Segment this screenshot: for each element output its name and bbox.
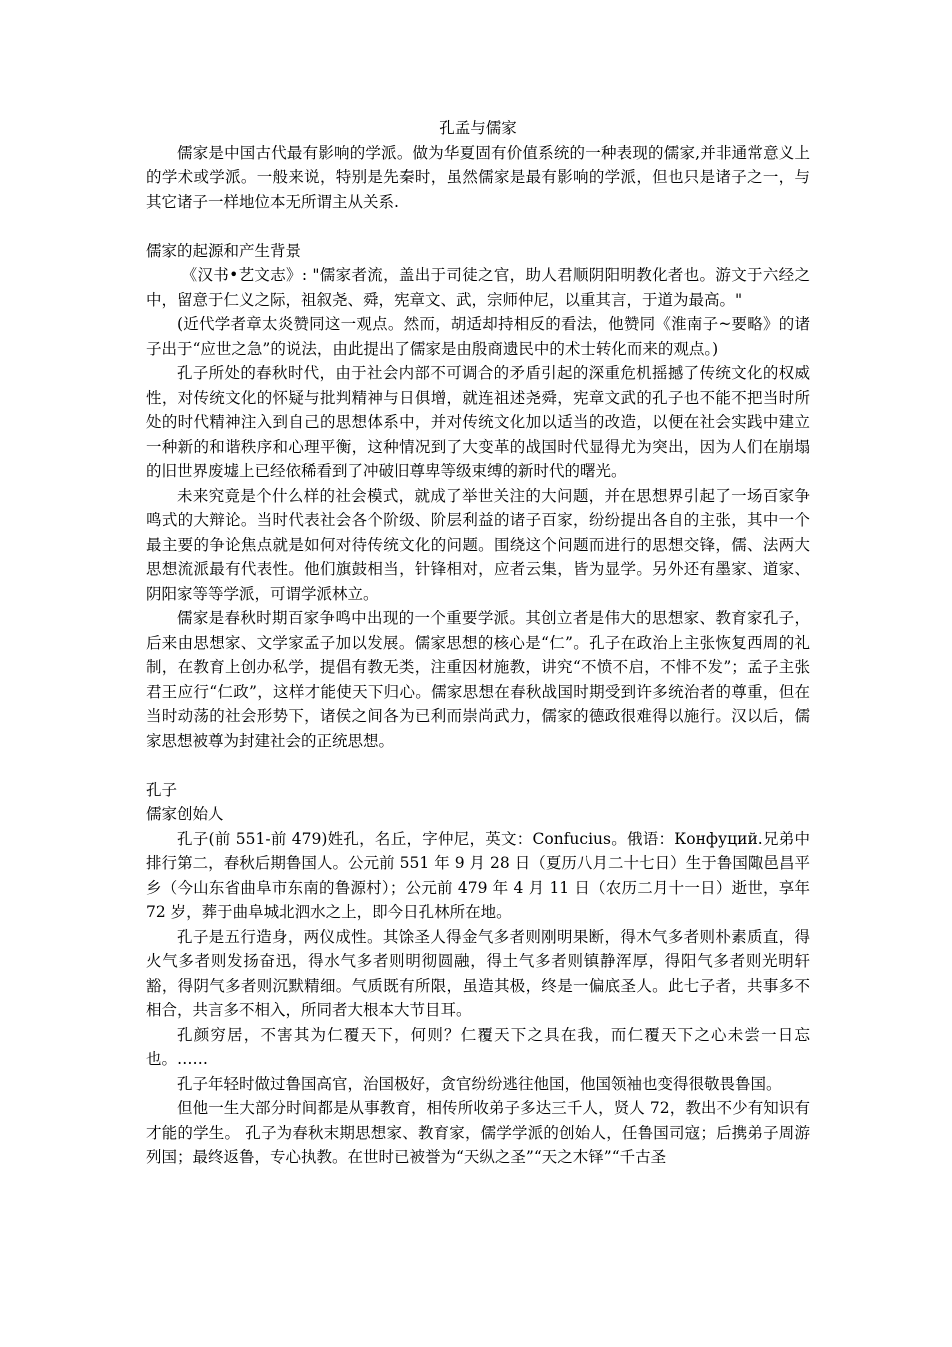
paragraph: 孔颜穷居，不害其为仁覆天下，何则？仁覆天下之具在我，而仁覆天下之心未尝一日忘也。…… (146, 1025, 810, 1068)
intro-paragraph: 儒家是中国古代最有影响的学派。做为华夏固有价值系统的一种表现的儒家,并非通常意义上的学术或学派。一般来说，特别是先秦时，虽然儒家是最有影响的学派，但也只是诸子之一，与其它诸子一样地位本无所谓主从关系. (146, 143, 810, 211)
document-title: 孔孟与儒家 (439, 119, 517, 137)
paragraph: 孔子所处的春秋时代，由于社会内部不可调合的矛盾引起的深重危机摇撼了传统文化的权威性，对传统文化的怀疑与批判精神与日俱增，就连祖述尧舜，宪章文武的孔子也不能不把当时所处的时代精神注入到自己的思想体系中，并对传统文化加以适当的改造，以便在社会实践中建立一种新的和谐秩序和心理平衡，这种情况到了大变革的战国时代显得尤为突出，因为人们在崩塌的旧世界废墟上已经依稀看到了冲破旧尊卑等级束缚的新时代的曙光。 (146, 364, 810, 480)
paragraph: 孔子是五行造身，两仪成性。其馀圣人得金气多者则刚明果断，得木气多者则朴素质直，得火气多者则发扬奋迅，得水气多者则明彻圆融，得土气多者则镇静浑厚，得阳气多者则光明轩豁，得阴气多者则沉默精细。气质既有所限，虽造其极，终是一偏底圣人。此七子者，共事多不相合，共言多不相入，所同者大根本大节目耳。 (146, 927, 810, 1019)
quote-paragraph: 《汉书•艺文志》: "儒家者流，盖出于司徒之官，助人君顺阴阳明教化者也。游文于六经之中，留意于仁义之际，祖叙尧、舜，宪章文、武，宗师仲尼，以重其言，于道为最高。" (146, 266, 810, 309)
note-paragraph: (近代学者章太炎赞同这一观点。然而，胡适却持相反的看法，他赞同《淮南子~要略》的诸子出于“应世之急”的说法，由此提出了儒家是由殷商遗民中的术士转化而来的观点。) (146, 315, 810, 358)
section-heading-confucius: 孔子 (146, 780, 178, 799)
spacer (146, 214, 810, 239)
section-subheading: 儒家创始人 (146, 805, 224, 823)
paragraph: 但他一生大部分时间都是从事教育，相传所收弟子多达三千人，贤人 72，教出不少有知识有才能的学生。 孔子为春秋末期思想家、教育家，儒学学派的创始人，任鲁国司寇；后携弟子周游列国；最终返鲁，专心执教。在世时已被誉为“天纵之圣”“天之木铎”“千古圣 (146, 1099, 810, 1166)
paragraph: 儒家是春秋时期百家争鸣中出现的一个重要学派。其创立者是伟大的思想家、教育家孔子，后来由思想家、文学家孟子加以发展。儒家思想的核心是“仁”。孔子在政治上主张恢复西周的礼制，在教育上创办私学，提倡有教无类，注重因材施教，讲究“不愤不启，不悱不发”；孟子主张君王应行“仁政”，这样才能使天下归心。儒家思想在春秋战国时期受到许多统治者的尊重，但在当时动荡的社会形势下，诸侯之间各为已利而崇尚武力，儒家的德政很难得以施行。汉以后，儒家思想被尊为封建社会的正统思想。 (146, 609, 810, 750)
paragraph: 孔子(前 551-前 479)姓孔，名丘，字仲尼，英文：Confucius。俄语：Конфуций.兄弟中排行第二，春秋后期鲁国人。公元前 551 年 9 月 28 日（夏历八月二十七日）生于鲁国陬邑昌平乡（今山东省曲阜市东南的鲁源村）；公元前 479 年 4 月 11 日（农历二月十一日）逝世，享年 72 岁，葬于曲阜城北泗水之上，即今日孔林所在地。 (146, 829, 810, 921)
paragraph: 未来究竟是个什么样的社会模式，就成了举世关注的大问题，并在思想界引起了一场百家争鸣式的大辩论。当时代表社会各个阶级、阶层利益的诸子百家，纷纷提出各自的主张，其中一个最主要的争论焦点就是如何对待传统文化的问题。围绕这个问题而进行的思想交锋，儒、法两大思想流派最有代表性。他们旗鼓相当，针锋相对，应者云集，皆为显学。另外还有墨家、道家、阴阳家等等学派，可谓学派林立。 (146, 486, 810, 603)
section-heading-origin: 儒家的起源和产生背景 (146, 241, 302, 260)
document-page (146, 116, 810, 1170)
paragraph: 孔子年轻时做过鲁国高官，治国极好，贪官纷纷逃往他国，他国领袖也变得很敬畏鲁国。 (177, 1074, 782, 1093)
spacer (146, 753, 810, 778)
